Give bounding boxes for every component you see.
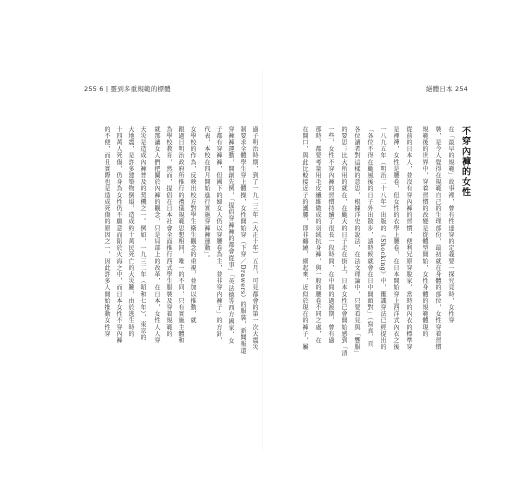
right-column-8: 各位讀者對這樣的意思，根據洋史的說法，在法文理論中，只要看見與「響服」 [353, 126, 360, 357]
right-column-10: 一些，女性不穿內褲的習慣持續了很長一段時間，在中間的過渡期，曾有過 [327, 126, 334, 344]
right-column-1: 在「最早的規範」故事裡，曾有性達穿的定義要一探究竟時，女性穿 [447, 126, 454, 324]
left-column-1: 過子明治時期，到了一九二三年（大正十年）五月，可見都會的第一次大震災 [251, 126, 258, 351]
right-column-6: 一八九五年（明治二十八年）出版的《Shocking》中，鑑識穿法已經提出的 [379, 126, 386, 351]
right-column-4: 從前的日本人，並沒有穿內褲的習慣，便利兄原穿脫家，當時的內衣的標準穿 [405, 126, 412, 351]
left-page [100, 126, 262, 436]
left-column-4: 子都有穿褲褲，但國下的婦女人仍以穿腰卷為主，並非穿内褲子」的方針， [215, 126, 222, 344]
left-column-7: 跟過日明治政府所推行的禮儀規範思想相同，唯一的不同，只有實施主體和 [177, 126, 184, 344]
right-column-7: 「各位不得在颱風後的日子外出散步，請時候就會在日中開頭對」（寫真、頁 [366, 126, 373, 348]
right-column-9: 的要思；比大所用的就在，在颱大的日子走在街上，日本女性已會開始感到「清 [340, 126, 347, 357]
page-gutter [262, 70, 263, 450]
right-column-3: 規範後的世界中，穿着習慣的改變是從體型開始，女性身體的規範體現的 [421, 126, 428, 338]
left-column-12: 十四萬人死傷，仍身為女性仍不願意而陷於火海之中，而日本女性不穿內褲 [115, 126, 122, 344]
left-column-11: 大地震，是許多建築物倒塌，造成約十萬民死亡的大災難，由於逃生時的 [127, 126, 134, 338]
left-column-13: 的不便，而且實際也是造成死傷的原因之一，因此許多人開始推動女性穿 [103, 126, 110, 338]
left-column-10: 天災是造成內褲普及的契機之一。例如，一九三二年（昭和七年），東京的 [139, 126, 146, 341]
left-column-9: 就那讓女人們把關於內褲的觀念，只是局部上的改革，在日本，女性人人穿 [153, 126, 160, 344]
left-column-2: 制要求全體學生穿上體操，女性開始穿（下穿／Drawers）的服裝，新聞報道 [239, 126, 246, 355]
right-column-2: 裝，是令人覺得在規範自己的生理部份，最初就在身體的部位，女性穿着習慣 [434, 126, 441, 351]
right-column-5: 是褌禪，女性是腰卷，但女性的衣學上腰卷，在日本開始穿上西洋式內衣之後 [392, 126, 399, 351]
right-running-header: 絕體日本 254 [425, 85, 468, 93]
left-column-6: 女學校的作為，反映出校方對學生衛生觀念的重視，並加以推動，就 [189, 126, 196, 324]
left-running-header: 255 6 | 靈到多重規範的標體 [84, 85, 171, 93]
left-column-5: 代表，本校在四月開始進行實施穿褲褲運動」。 [203, 126, 210, 262]
right-page [270, 126, 470, 436]
right-column-11: 那時，都要考量用毛皮纖維做成的羽絨抗身褲，與一般的腰卷不同之處，在 [314, 126, 321, 344]
left-column-3: 穿褲褲運動，開創先例，「提倡穿褲褲的都會從事」「英法德等西方國家，女 [227, 126, 234, 345]
left-column-8: 為學校教育，然而，提倡在日本社會全面推行西式學生服裝及穿着規範的 [165, 126, 172, 338]
right-column-12: 在開口，與此比較接近子的護腰，即非纏繞，細起來，近似於現在的褲子，屬 [301, 126, 308, 351]
section-heading: 不穿內褲的女性 [460, 126, 470, 198]
